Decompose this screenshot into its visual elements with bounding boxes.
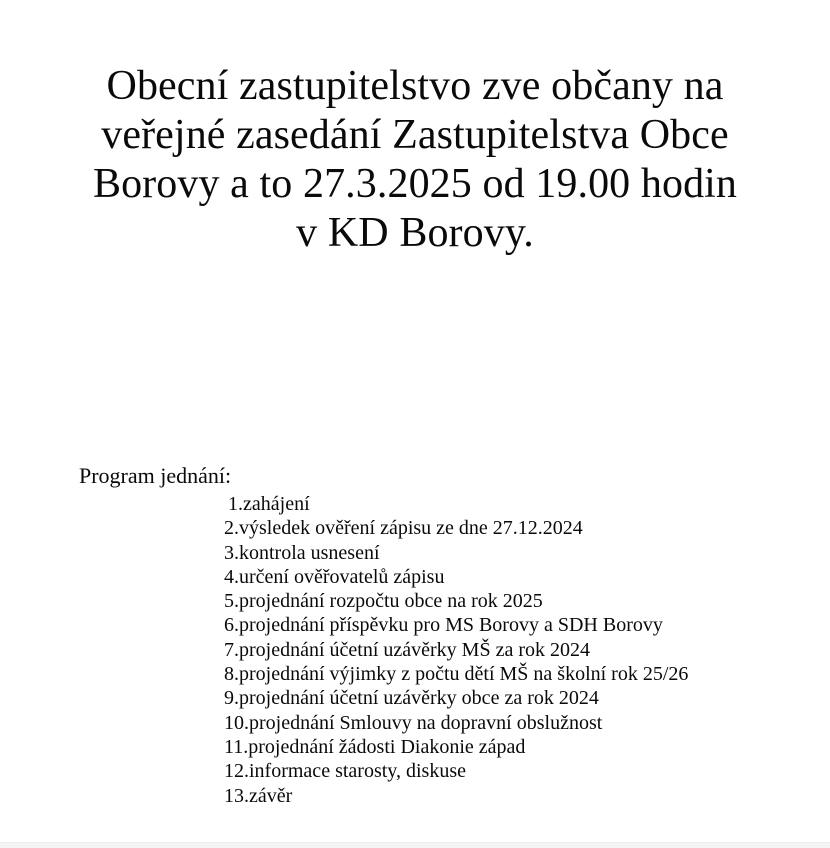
agenda-item-text: projednání Smlouvy na dopravní obslužnost: [249, 711, 603, 734]
agenda-item-number: 7.: [224, 638, 239, 661]
heading-line-3: Borovy a to 27.3.2025 od 19.00 hodin: [92, 161, 738, 207]
agenda-item-number: 3.: [224, 541, 239, 564]
agenda-item: [224, 662, 830, 686]
agenda-item-text: zahájení: [243, 493, 310, 515]
agenda-item: [224, 686, 830, 710]
program-label: Program jednání:: [79, 463, 232, 488]
agenda-item-number: 9.: [224, 687, 239, 710]
agenda-item: [224, 589, 830, 613]
page-bottom-divider: [0, 842, 830, 848]
program-section: [0, 462, 830, 808]
agenda-item-number: 4.: [224, 565, 239, 588]
agenda-item-text: projednání účetní uzávěrky MŠ za rok 2024: [239, 638, 591, 661]
agenda-item-text: projednání příspěvku pro MS Borovy a SDH Borovy: [239, 614, 663, 637]
heading-line-1: Obecní zastupitelstvo zve občany na: [106, 63, 724, 109]
agenda-item: [224, 541, 830, 565]
agenda-item-number: 6.: [224, 614, 239, 637]
heading-line-2: veřejné zasedání Zastupitelstva Obce: [101, 112, 729, 158]
heading-line-4: v KD Borovy.: [296, 210, 534, 256]
agenda-item-text: projednání výjimky z počtu dětí MŠ na školní rok 25/26: [239, 663, 689, 686]
agenda-item: [224, 613, 830, 637]
agenda-item-text: projednání žádosti Diakonie západ: [248, 735, 526, 758]
agenda-item-number: 11.: [224, 735, 249, 758]
agenda-item-number: 10.: [224, 711, 249, 734]
agenda-item: [224, 638, 830, 662]
page-title: [60, 62, 770, 258]
agenda-item-text: určení ověřovatelů zápisu: [239, 565, 445, 588]
agenda-item-number: 1.: [228, 493, 243, 515]
agenda-item: [224, 711, 830, 735]
agenda-item-number: 13.: [224, 784, 249, 807]
agenda-item-number: 8.: [224, 663, 239, 686]
agenda-item: [224, 492, 830, 516]
agenda-item-text: kontrola usnesení: [239, 541, 380, 564]
agenda-item-text: projednání účetní uzávěrky obce za rok 2024: [239, 687, 599, 710]
agenda-item-number: 12.: [224, 760, 249, 783]
agenda-item-text: závěr: [249, 784, 293, 807]
agenda-item-text: projednání rozpočtu obce na rok 2025: [239, 590, 543, 613]
agenda-item: [224, 784, 830, 808]
agenda-item-number: 5.: [224, 590, 239, 613]
agenda-item-number: 2.: [224, 517, 239, 540]
agenda-item: [224, 759, 830, 783]
agenda-list: [224, 492, 830, 808]
agenda-item-text: výsledek ověření zápisu ze dne 27.12.2024: [239, 517, 583, 540]
agenda-item: [224, 565, 830, 589]
agenda-item-text: informace starosty, diskuse: [249, 760, 466, 783]
agenda-item: [224, 735, 830, 759]
agenda-item: [224, 516, 830, 540]
